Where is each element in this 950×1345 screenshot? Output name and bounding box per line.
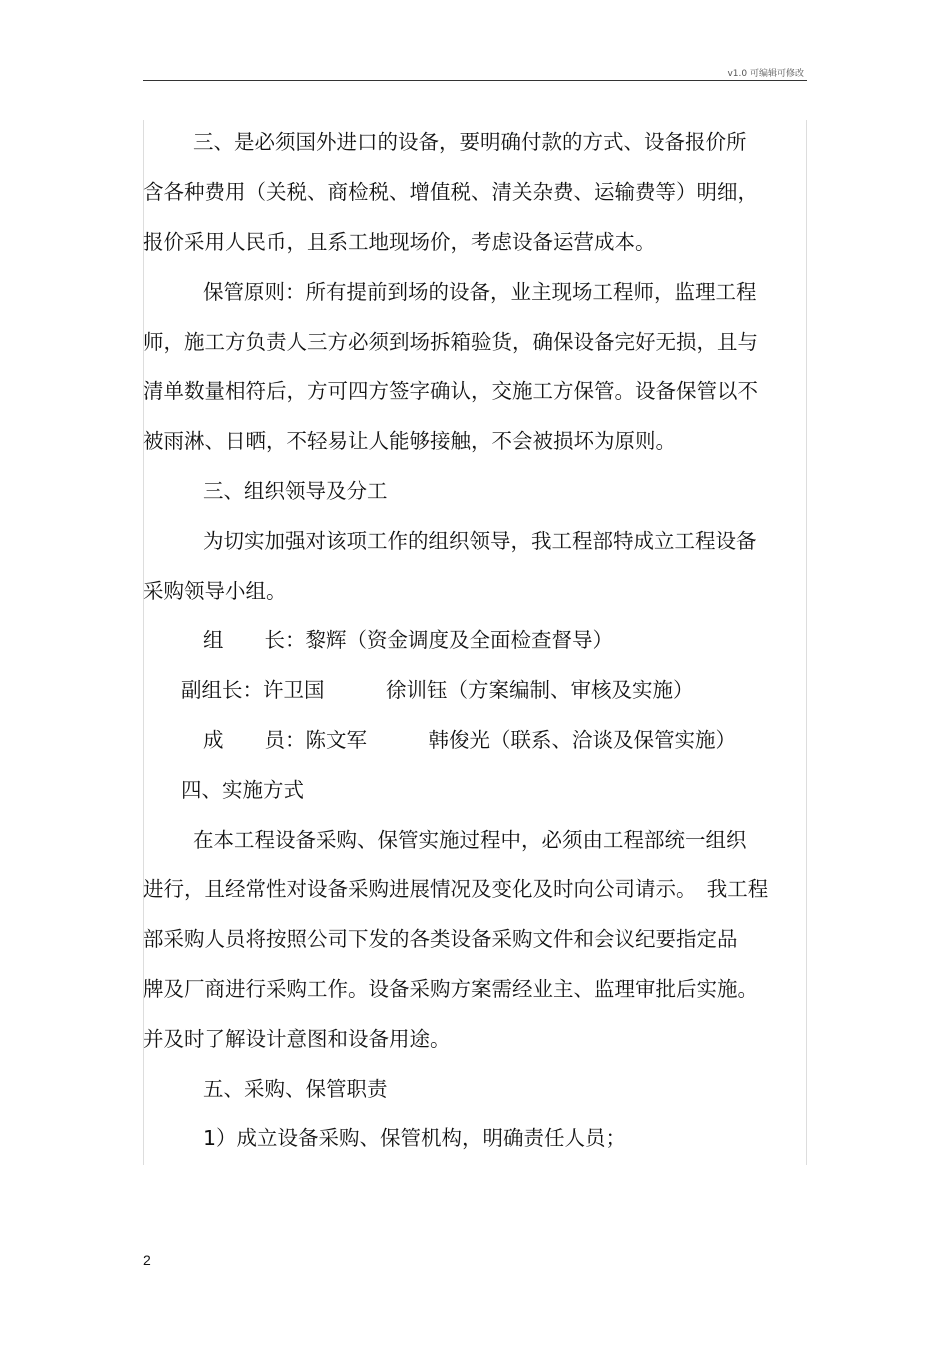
body-line: 三、是必须国外进口的设备，要明确付款的方式、设备报价所 xyxy=(193,130,747,154)
body-line: 牌及厂商进行采购工作。设备采购方案需经业主、监理审批后实施。 xyxy=(143,977,758,1001)
body-line: 为切实加强对该项工作的组织领导，我工程部特成立工程设备 xyxy=(203,529,757,553)
list-item: 1）成立设备采购、保管机构，明确责任人员； xyxy=(203,1126,627,1150)
body-line: 报价采用人民币，且系工地现场价，考虑设备运营成本。 xyxy=(143,230,656,254)
section-heading: 三、组织领导及分工 xyxy=(203,479,388,503)
section-heading: 四、实施方式 xyxy=(181,778,304,802)
body-line: 部采购人员将按照公司下发的各类设备采购文件和会议纪要指定品 xyxy=(143,927,738,951)
page-frame-right-border xyxy=(806,120,807,1165)
header-rule xyxy=(143,80,807,81)
member-line-members: 成 员：陈文军 韩俊光（联系、洽谈及保管实施） xyxy=(203,728,736,752)
page-number: 2 xyxy=(143,1252,151,1268)
member-line-deputy: 副组长：许卫国 徐训钰（方案编制、审核及实施） xyxy=(181,678,694,702)
body-line: 并及时了解设计意图和设备用途。 xyxy=(143,1027,451,1051)
body-line: 师，施工方负责人三方必须到场拆箱验货，确保设备完好无损，且与 xyxy=(143,330,758,354)
header-version-label: v1.0 可编辑可修改 xyxy=(727,69,804,79)
member-line-leader: 组 长：黎辉（资金调度及全面检查督导） xyxy=(203,628,613,652)
body-line: 含各种费用（关税、商检税、增值税、清关杂费、运输费等）明细， xyxy=(143,180,758,204)
body-line: 保管原则：所有提前到场的设备，业主现场工程师，监理工程 xyxy=(203,280,757,304)
body-line: 进行，且经常性对设备采购进展情况及变化及时向公司请示。 我工程 xyxy=(143,877,769,901)
body-line: 被雨淋、日晒，不轻易让人能够接触，不会被损坏为原则。 xyxy=(143,429,676,453)
body-line: 清单数量相符后，方可四方签字确认，交施工方保管。设备保管以不 xyxy=(143,379,758,403)
section-heading: 五、采购、保管职责 xyxy=(203,1077,388,1101)
page-frame-left-border xyxy=(143,120,144,1165)
body-line: 采购领导小组。 xyxy=(143,579,287,603)
body-line: 在本工程设备采购、保管实施过程中，必须由工程部统一组织 xyxy=(193,828,747,852)
